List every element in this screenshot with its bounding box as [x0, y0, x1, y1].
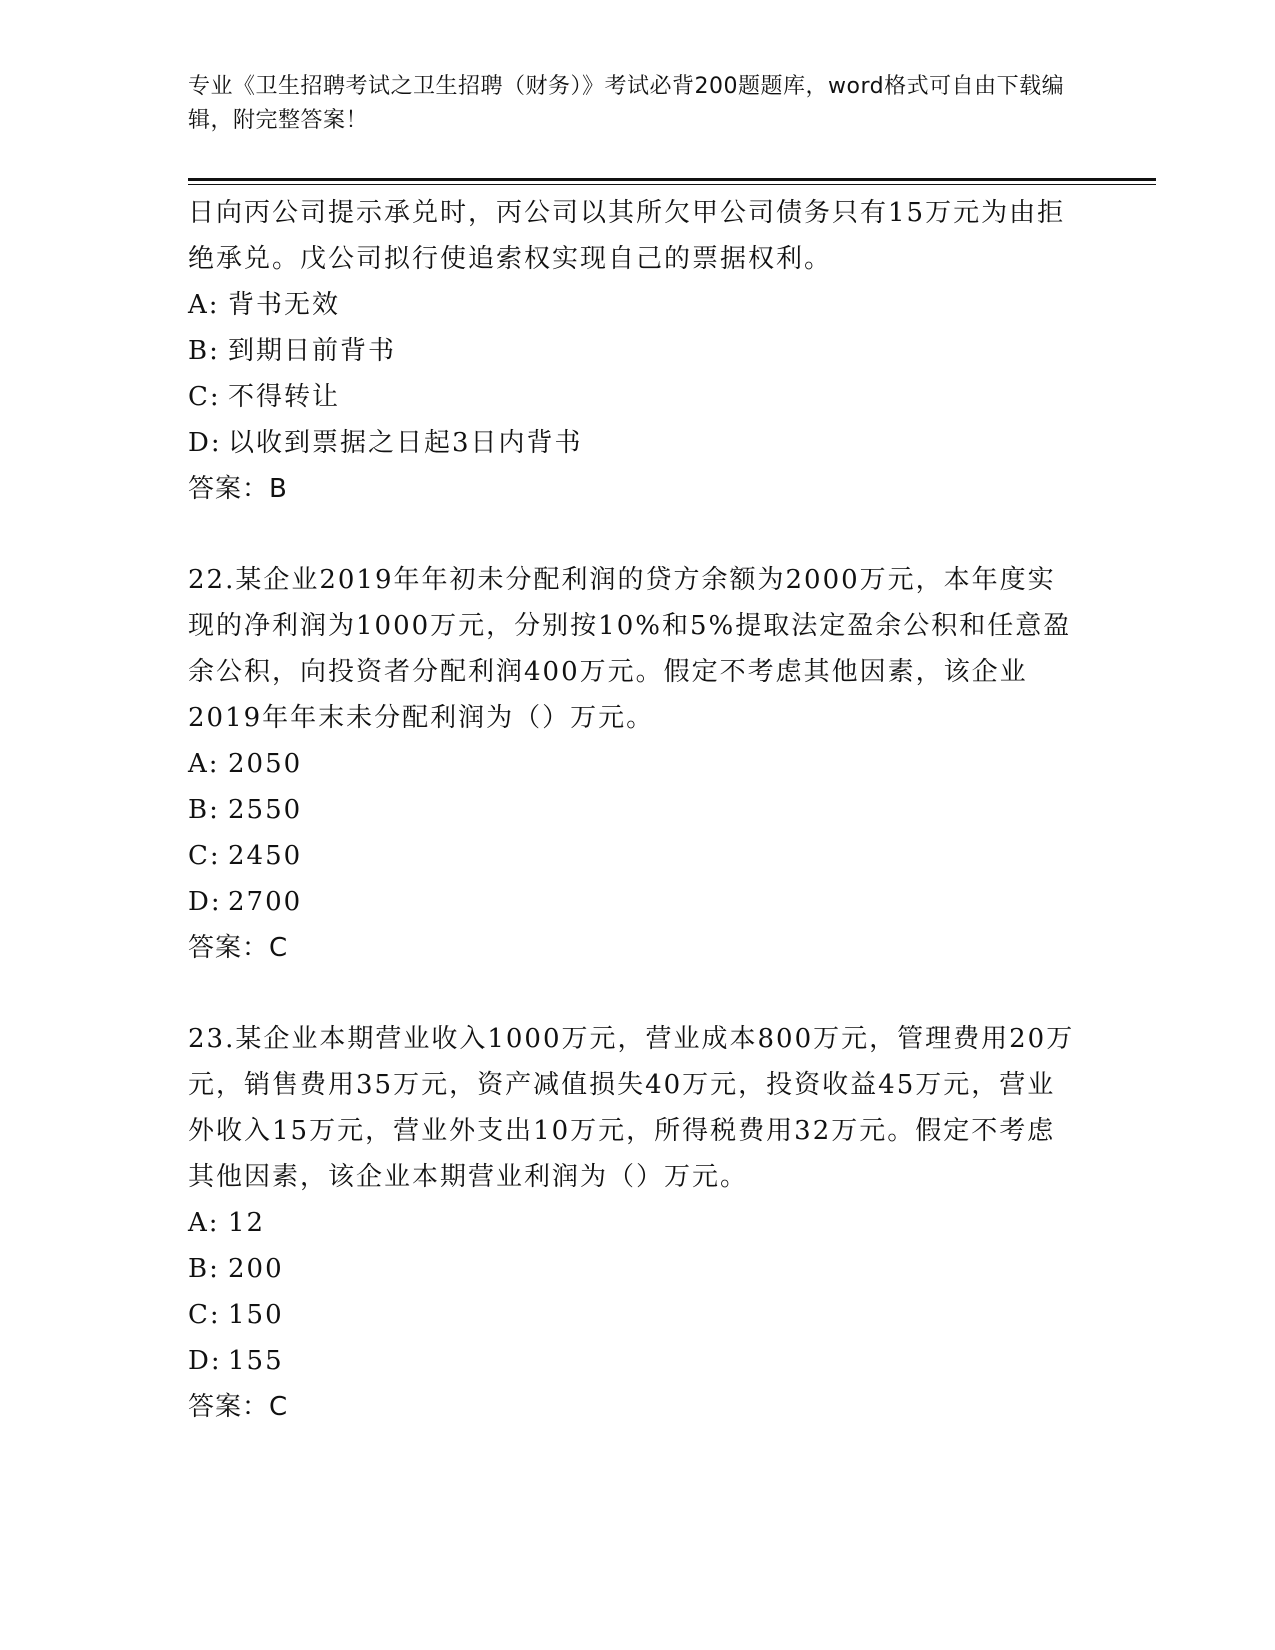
option-d	[188, 879, 1078, 925]
spacer	[188, 971, 1078, 1016]
option-text: 155	[228, 1346, 284, 1376]
option-text: 不得转让	[228, 382, 341, 412]
option-letter: D:	[188, 428, 222, 458]
option-text: 到期日前背书	[228, 336, 397, 366]
option-letter: B:	[188, 795, 220, 825]
question-22	[188, 557, 1078, 971]
option-letter: A:	[188, 749, 220, 779]
answer-line: 答案：C	[188, 933, 289, 963]
question-text: 22.某企业2019年年初未分配利润的贷方余额为2000万元，本年度实现的净利润为1000万元，分别按10%和5%提取法定盈余公积和任意盈余公积，向投资者分配利润400万元。假定不考虑其他因素，该企业2019年年末未分配利润为（）万元。	[188, 565, 1072, 733]
option-text: 2700	[228, 887, 303, 917]
option-a	[188, 741, 1078, 787]
option-letter: B:	[188, 336, 220, 366]
question-text: 23.某企业本期营业收入1000万元，营业成本800万元，管理费用20万元，销售费用35万元，资产减值损失40万元，投资收益45万元，营业外收入15万元，营业外支出10万元，所得税费用32万元。假定不考虑其他因素，该企业本期营业利润为（）万元。	[188, 1024, 1075, 1192]
option-d	[188, 1338, 1078, 1384]
option-text: 200	[228, 1254, 284, 1284]
option-text: 150	[228, 1300, 284, 1330]
option-b	[188, 787, 1078, 833]
question-text: 日向丙公司提示承兑时，丙公司以其所欠甲公司债务只有15万元为由拒绝承兑。戊公司拟行使追索权实现自己的票据权利。	[188, 198, 1066, 274]
option-letter: D:	[188, 887, 222, 917]
option-letter: C:	[188, 841, 221, 871]
option-letter: C:	[188, 1300, 221, 1330]
header-divider-thick	[188, 178, 1156, 181]
spacer	[188, 512, 1078, 557]
option-text: 以收到票据之日起3日内背书	[228, 428, 583, 458]
document-header: 专业《卫生招聘考试之卫生招聘（财务）》考试必背200题题库，word格式可自由下载编辑，附完整答案！	[188, 74, 1065, 133]
option-b	[188, 328, 1078, 374]
option-text: 12	[228, 1208, 266, 1238]
option-letter: A:	[188, 1208, 220, 1238]
option-letter: A:	[188, 290, 220, 320]
option-text: 2450	[228, 841, 303, 871]
option-text: 2050	[228, 749, 303, 779]
option-a	[188, 282, 1078, 328]
option-letter: B:	[188, 1254, 220, 1284]
option-d	[188, 420, 1078, 466]
option-c	[188, 1292, 1078, 1338]
answer-line: 答案：B	[188, 474, 288, 504]
option-b	[188, 1246, 1078, 1292]
option-c	[188, 374, 1078, 420]
option-text: 2550	[228, 795, 303, 825]
header-divider-thin	[188, 184, 1156, 185]
question-23	[188, 1016, 1078, 1430]
question-continued	[188, 190, 1078, 512]
option-letter: C:	[188, 382, 221, 412]
option-text: 背书无效	[228, 290, 341, 320]
answer-line: 答案：C	[188, 1392, 289, 1422]
option-c	[188, 833, 1078, 879]
question-content	[188, 190, 1078, 1430]
option-letter: D:	[188, 1346, 222, 1376]
option-a	[188, 1200, 1078, 1246]
